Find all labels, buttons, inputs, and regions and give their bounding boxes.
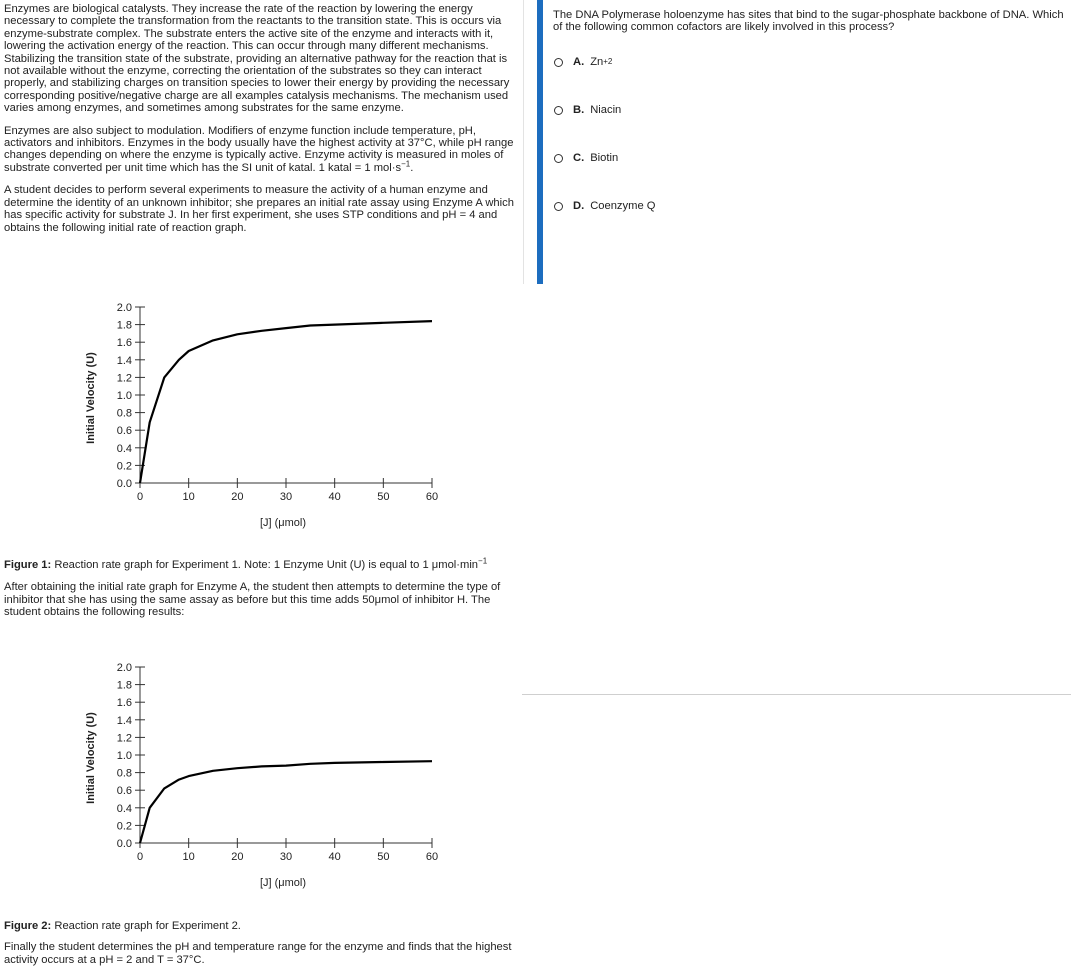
y-tick-label: 2.0 [116, 662, 132, 674]
passage-paragraph-5: Finally the student determines the pH and temperature range for the enzyme and finds that the highest activity occurs at a pH = 2 and T = 37°C. [4, 941, 512, 966]
y-tick-label: 0.8 [116, 767, 132, 780]
figure-1-label: Figure 1: [4, 559, 52, 571]
y-tick-label: 2.0 [116, 302, 132, 314]
x-tick-label: 30 [279, 491, 293, 503]
choice-letter: C. [573, 152, 585, 164]
passage-paragraph-2 [4, 125, 516, 175]
choice-letter: A. [573, 56, 585, 68]
choice-a[interactable]: A. Zn +2 [554, 56, 612, 68]
y-tick-label: 0.0 [116, 478, 132, 490]
x-axis-label: [J] (μmol) [259, 877, 307, 889]
x-tick-label: 20 [231, 491, 244, 503]
y-tick-label: 0.2 [116, 820, 132, 833]
choice-text: Zn [590, 56, 604, 68]
figure-2-caption-block [4, 920, 516, 975]
radio-button[interactable] [554, 154, 563, 163]
y-tick-label: 1.6 [116, 337, 132, 350]
x-tick-label: 10 [182, 851, 195, 863]
figure-1-svg [80, 286, 480, 536]
radio-button[interactable] [554, 58, 563, 67]
x-tick-label: 0 [136, 851, 144, 863]
figure-2-caption [4, 920, 516, 932]
x-tick-label: 60 [425, 491, 439, 503]
y-tick-label: 1.0 [116, 750, 132, 762]
choice-letter: D. [573, 200, 585, 212]
y-tick-label: 0.6 [116, 785, 132, 798]
divider-line [522, 694, 1071, 695]
figure-1-caption-block [4, 556, 516, 629]
choice-d[interactable] [554, 200, 655, 212]
y-tick-label: 1.6 [116, 697, 132, 710]
superscript: −1 [478, 556, 488, 566]
choice-c[interactable] [554, 152, 618, 164]
passage-paragraph-2-end: . [410, 161, 414, 174]
passage [4, 3, 516, 234]
y-axis-label: Initial Velocity (U) [85, 712, 97, 804]
series-line [140, 321, 432, 483]
y-tick-label: 1.0 [116, 390, 132, 402]
choice-letter: B. [573, 104, 585, 116]
x-tick-label: 30 [279, 851, 293, 863]
radio-button[interactable] [554, 106, 563, 115]
y-tick-label: 1.8 [116, 679, 132, 692]
x-tick-label: 40 [328, 491, 341, 503]
choice-text: Biotin [590, 152, 619, 164]
passage-paragraph-2-text: Enzymes are also subject to modulation. Modifiers of enzyme function include temperature, pH, activators and inhibitors. Enzymes in the body usually have the highest activity at 37°C, while pH range changes depending on where the enzyme is typically active. Enzyme activity is measured in moles of substrate converted per unit time which has the SI unit of katal. 1 katal = 1 mol·s [4, 124, 514, 174]
y-tick-label: 1.2 [116, 372, 132, 385]
y-tick-label: 0.2 [116, 460, 132, 473]
y-axis-label: Initial Velocity (U) [85, 352, 97, 444]
y-tick-label: 1.2 [116, 732, 132, 745]
panel-divider-accent[interactable] [537, 0, 543, 284]
figure-2-chart [80, 646, 480, 896]
figure-2-label: Figure 2: [4, 920, 52, 932]
radio-button[interactable] [554, 202, 563, 211]
choice-text: Niacin [590, 104, 622, 116]
superscript: −1 [401, 159, 411, 169]
figure-1-chart [80, 286, 480, 536]
figure-2-text: Reaction rate graph for Experiment 2. [51, 920, 241, 932]
x-axis-label: [J] (μmol) [259, 517, 307, 529]
x-tick-label: 40 [328, 851, 341, 863]
figure-1-text: Reaction rate graph for Experiment 1. Note: 1 Enzyme Unit (U) is equal to 1 μmol·min [51, 559, 479, 571]
y-tick-label: 1.8 [116, 319, 132, 332]
x-tick-label: 60 [425, 851, 439, 863]
choice-b[interactable] [554, 104, 621, 116]
figure-1-caption [4, 556, 516, 571]
series-line [140, 761, 432, 843]
x-tick-label: 50 [377, 491, 390, 503]
y-tick-label: 0.8 [116, 407, 132, 420]
question-text: The DNA Polymerase holoenzyme has sites that bind to the sugar-phosphate backbone of DNA. Which of the following common cofactors are likely involved in this process? [553, 9, 1064, 34]
y-tick-label: 0.6 [116, 425, 132, 438]
passage-paragraph-3: A student decides to perform several experiments to measure the activity of a human enzyme and determine the identity of an unknown inhibitor; she prepares an initial rate assay using Enzyme A which has specific activity for substrate J. In her first experiment, she uses STP conditions and pH = 4 and obtains the following initial rate of reaction graph. [4, 184, 514, 234]
figure-2-svg [80, 646, 480, 896]
choice-text: Coenzyme Q [590, 200, 656, 212]
panel-border [523, 0, 524, 284]
x-tick-label: 0 [136, 491, 144, 503]
passage-paragraph-1: Enzymes are biological catalysts. They increase the rate of the reaction by lowering the energy necessary to complete the transformation from the reactants to the transition state. This is occurs via enzyme-substrate complex. The substrate enters the active site of the enzyme and interacts with it, lowering the activation energy of the reaction. This can occur through many different mechanisms. Stabilizing the transition state of the substrate, providing an alternative pathway for the reaction that is not available without the enzyme, correcting the orientation of the substrates so they can interact properly, and stabilizing charges on transition species to lower their energy by providing the necessary corresponding positive/negative charge are all examples catalysis mechanisms. The mechanism used varies among enzymes, and sometimes among substrates for the same enzyme. [4, 3, 510, 115]
y-tick-label: 0.4 [116, 442, 132, 455]
x-tick-label: 10 [182, 491, 195, 503]
y-tick-label: 0.4 [116, 802, 132, 815]
y-tick-label: 0.0 [116, 838, 132, 850]
y-tick-label: 1.4 [116, 714, 132, 727]
x-tick-label: 50 [377, 851, 390, 863]
y-tick-label: 1.4 [116, 354, 132, 367]
passage-paragraph-4: After obtaining the initial rate graph for Enzyme A, the student then attempts to determine the type of inhibitor that she has using the same assay as before but this time adds 50μmol of inhibitor H. The student obtains the following results: [4, 581, 501, 619]
x-tick-label: 20 [231, 851, 244, 863]
